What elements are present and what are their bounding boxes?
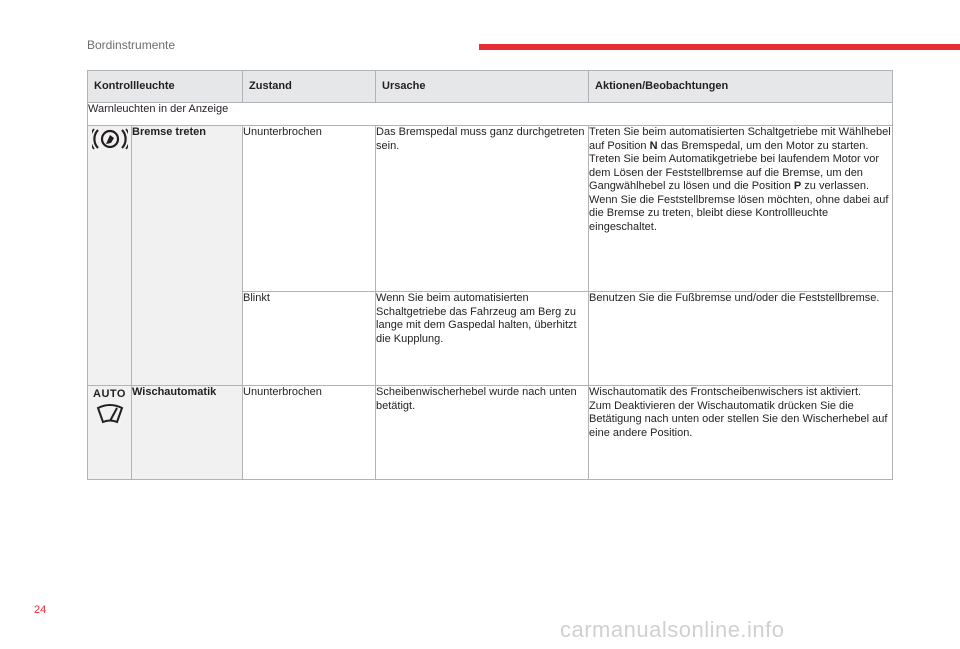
section-row	[88, 103, 893, 126]
section-title: Bordinstrumente	[87, 38, 176, 52]
accent-bar	[479, 44, 960, 50]
aktionen-cell	[589, 386, 893, 480]
aktionen-text: zu verlassen.	[801, 180, 870, 192]
position-n: N	[649, 139, 658, 152]
header-ursache: Ursache	[376, 71, 589, 103]
table-row	[88, 386, 893, 480]
aktionen-text: das Bremspedal, um den Motor zu starten.	[657, 139, 869, 152]
page-number: 24	[34, 604, 47, 616]
warning-lights-table	[87, 70, 893, 480]
table-header-row	[88, 71, 893, 103]
position-p: P	[793, 180, 802, 192]
icon-cell	[88, 126, 132, 386]
auto-wiper-icon	[95, 402, 125, 426]
aktionen-text: Treten Sie beim automatisierten Schaltgetriebe mit Wählhebel auf Position	[589, 126, 891, 152]
watermark: carmanualsonline.info	[560, 617, 785, 642]
zustand-cell: Ununterbrochen	[243, 126, 376, 292]
ursache-cell: Scheibenwischerhebel wurde nach unten betätigt.	[376, 386, 589, 480]
section-label: Warnleuchten in der Anzeige	[88, 103, 893, 126]
row-name: Wischautomatik	[132, 386, 243, 480]
icon-cell	[88, 386, 132, 480]
auto-icon-label: AUTO	[93, 388, 126, 400]
header-kontrollleuchte: Kontrollleuchte	[88, 71, 243, 103]
aktionen-cell	[589, 126, 893, 292]
header-zustand: Zustand	[243, 71, 376, 103]
aktionen-line: Zum Deaktivieren der Wischautomatik drücken Sie die Betätigung nach unten oder stellen Sie den Wischerhebel auf eine andere Position.	[589, 399, 888, 439]
aktionen-line: Wischautomatik des Frontscheibenwischers ist aktiviert.	[589, 386, 862, 398]
aktionen-line: Wenn Sie die Feststellbremse lösen möchten, ohne dabei auf die Bremse zu treten, bleibt diese Kontrollleuchte eingeschaltet.	[589, 193, 889, 233]
header-aktionen: Aktionen/Beobachtungen	[589, 71, 893, 103]
ursache-cell: Das Bremspedal muss ganz durchgetreten sein.	[376, 126, 589, 292]
aktionen-text: Treten Sie beim Automatikgetriebe bei laufendem Motor vor dem Lösen der Feststellbremse auf die Bremse, um den Gangwählhebel zu lösen und die Position	[589, 153, 880, 192]
zustand-cell: Blinkt	[243, 292, 376, 386]
aktionen-line	[589, 126, 892, 153]
row-name: Bremse treten	[132, 126, 243, 386]
zustand-cell: Ununterbrochen	[243, 386, 376, 480]
table-row	[88, 126, 893, 292]
aktionen-line	[589, 153, 892, 194]
aktionen-cell: Benutzen Sie die Fußbremse und/oder die Feststellbremse.	[589, 292, 893, 386]
brake-foot-icon	[92, 126, 128, 152]
ursache-cell: Wenn Sie beim automatisierten Schaltgetriebe das Fahrzeug am Berg zu lange mit dem Gaspedal halten, überhitzt die Kupplung.	[376, 292, 589, 386]
